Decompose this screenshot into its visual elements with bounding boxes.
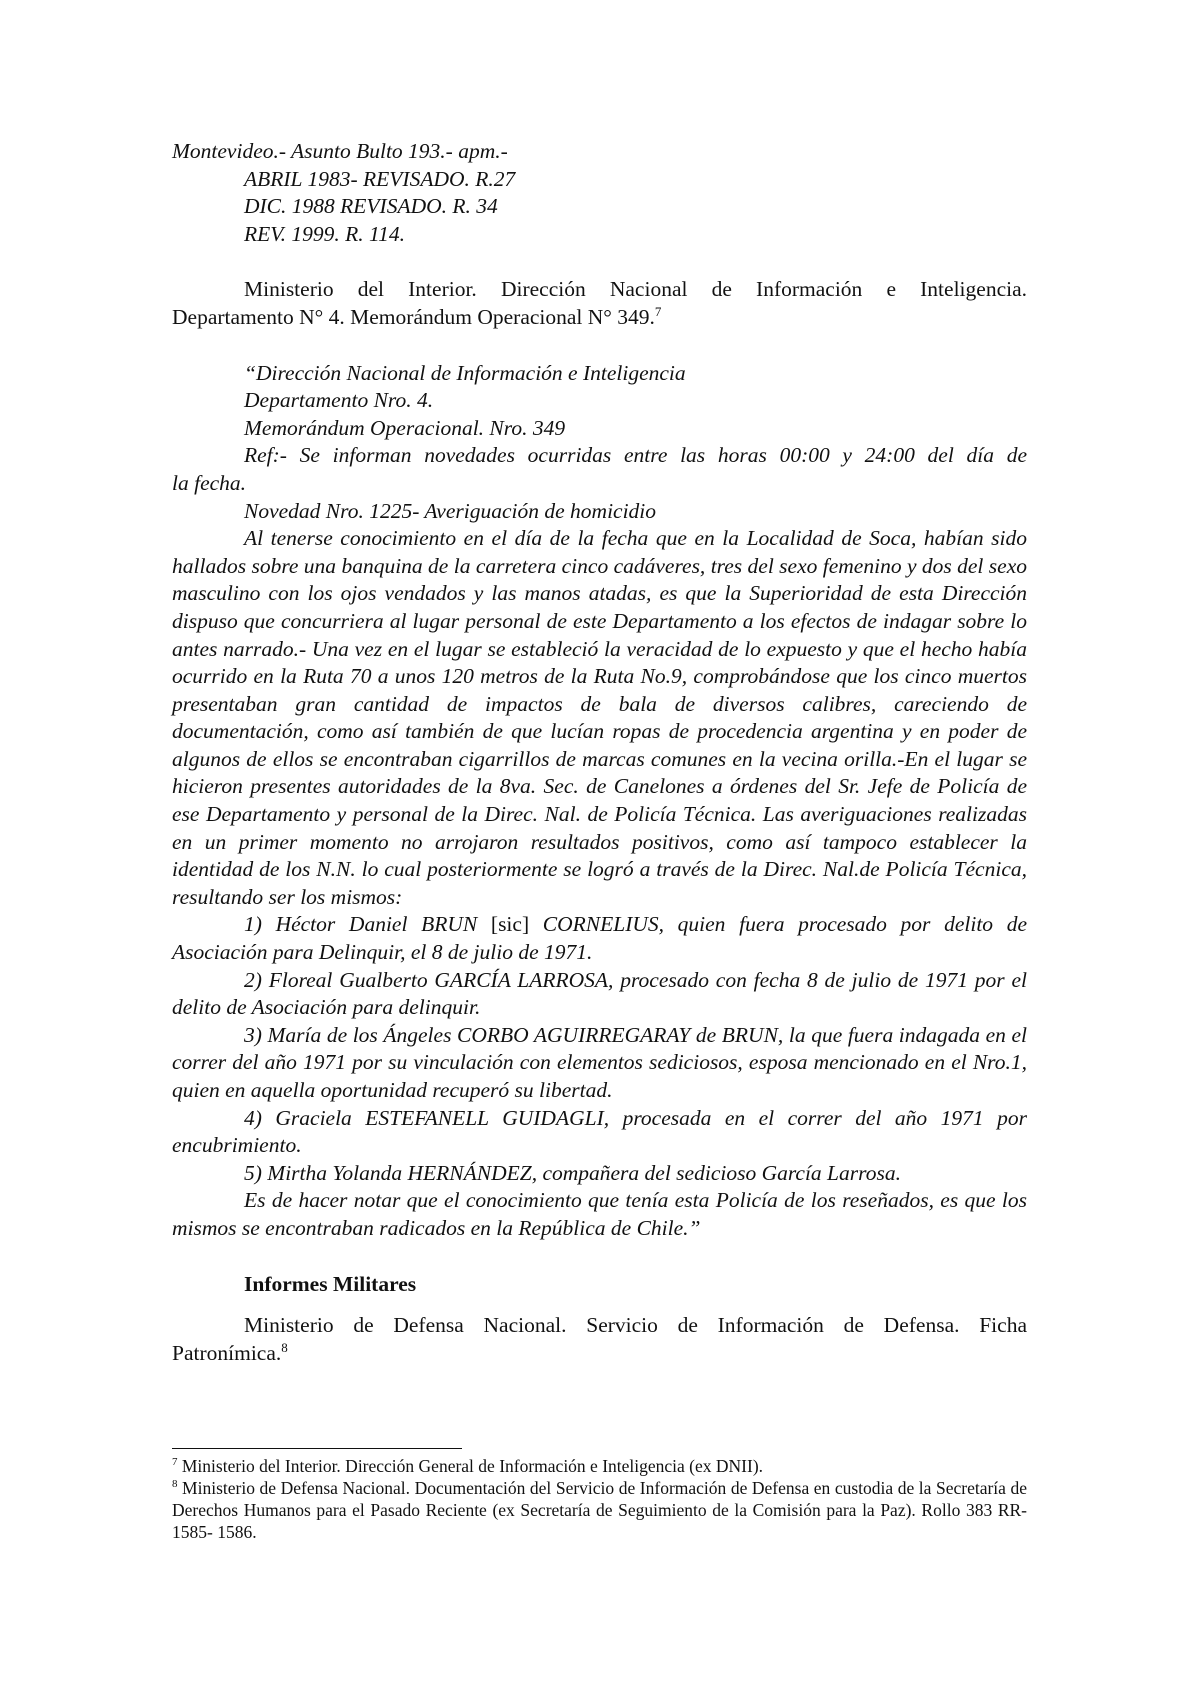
quote-ref-line: Ref:- Se informan novedades ocurridas entre las horas 00:00 y 24:00 del día de	[244, 443, 1027, 468]
footnote-ref: 7	[654, 303, 662, 319]
footnote-number: 8	[172, 1478, 178, 1491]
header-line: REV. 1999. R. 114.	[244, 221, 406, 246]
intro-text: Departamento N° 4. Memorándum Operacional N° 349.	[172, 304, 655, 329]
header-line: ABRIL 1983- REVISADO. R.27	[244, 166, 516, 191]
section-heading: Informes Militares	[244, 1271, 417, 1296]
footnote-8	[172, 1477, 1027, 1543]
military-text: Patronímica.	[172, 1340, 282, 1365]
intro-line: Ministerio del Interior. Dirección Nacional de Información e Inteligencia.	[244, 277, 1027, 302]
list-item: 5) Mirtha Yolanda HERNÁNDEZ, compañera del sedicioso García Larrosa.	[244, 1160, 901, 1185]
footnote-text: Ministerio de Defensa Nacional. Documentación del Servicio de Información de Defensa en custodia de la Secretaría de Derechos Humanos para el Pasado Reciente (ex Secretaría de Seguimiento de la Comisión para la Paz). Rollo 383 RR- 1585- 1586.	[172, 1478, 1027, 1542]
list-item: 3) María de los Ángeles CORBO AGUIRREGARAY de BRUN, la que fuera indagada en el correr del año 1971 por su vinculación con elementos sediciosos, esposa mencionado en el Nro.1, quien en aquella oportunidad recuperó su libertad.	[172, 1022, 1027, 1102]
quote-body: Al tenerse conocimiento en el día de la fecha que en la Localidad de Soca, habían sido hallados sobre una banquina de la carretera cinco cadáveres, tres del sexo femenino y dos del sexo masculino con los ojos vendados y las manos atadas, es que la Superioridad de esta Dirección dispuso que concurriera al lugar personal de este Departamento a los efectos de indagar sobre lo antes narrado.- Una vez en el lugar se estableció la veracidad de lo expuesto y que el hecho había ocurrido en la Ruta 70 a unos 120 metros de la Ruta No.9, comprobándose que los cinco muertos presentaban gran cantidad de impactos de bala de diversos calibres, careciendo de documentación, como así también de que lucían ropas de procedencia argentina y en poder de algunos de ellos se encontraban cigarrillos de marcas comunes en la vecina orilla.-En el lugar se hicieron presentes autoridades de la 8va. Sec. de Canelones a órdenes del Sr. Jefe de Policía de ese Departamento y personal de la Direc. Nal. de Policía Técnica. Las averiguaciones realizadas en un primer momento no arrojaron resultados positivos, como así tampoco establecer la identidad de los N.N. lo cual posteriormente se logró a través de la Direc. Nal.de Policía Técnica, resultando ser los mismos:	[172, 526, 1027, 909]
document-page	[172, 138, 1027, 1367]
list-item-text: 1) Héctor Daniel BRUN	[244, 912, 491, 937]
quote-line: Departamento Nro. 4.	[244, 388, 434, 413]
footnote-divider	[172, 1448, 462, 1449]
sic-mark: [sic]	[490, 912, 530, 937]
quote-closing: Es de hacer notar que el conocimiento que tenía esta Policía de los reseñados, es que los mismos se encontraban radicados en la República de Chile.”	[172, 1188, 1027, 1240]
novedad-line: Novedad Nro. 1225- Averiguación de homicidio	[244, 498, 657, 523]
list-item: 4) Graciela ESTEFANELL GUIDAGLI, procesada en el correr del año 1971 por encubrimiento.	[172, 1105, 1027, 1158]
military-line	[172, 1340, 1027, 1368]
header-line: Montevideo.- Asunto Bulto 193.- apm.-	[172, 139, 508, 163]
intro-line	[172, 304, 1027, 332]
footnote-text: Ministerio del Interior. Dirección General de Información e Inteligencia (ex DNII).	[177, 1456, 764, 1476]
list-item: 2) Floreal Gualberto GARCÍA LARROSA, procesado con fecha 8 de julio de 1971 por el delito de Asociación para delinquir.	[172, 967, 1027, 1020]
footnote-ref: 8	[281, 1339, 288, 1355]
footnotes	[172, 1455, 1027, 1543]
quote-ref-line: la fecha.	[172, 470, 247, 495]
military-line: Ministerio de Defensa Nacional. Servicio de Información de Defensa. Ficha	[244, 1313, 1027, 1338]
quote-line: “Dirección Nacional de Información e Inteligencia	[244, 360, 686, 385]
list-item-text: CORNELIUS, quien fuera procesado por delito de Asociación para Delinquir, el 8 de julio de 1971.	[172, 912, 1027, 965]
quote-line: Memorándum Operacional. Nro. 349	[244, 415, 566, 440]
footnote-number: 7	[172, 1456, 178, 1469]
header-line: DIC. 1988 REVISADO. R. 34	[244, 194, 498, 219]
list-item	[172, 911, 1027, 966]
footnote-7	[172, 1455, 1027, 1477]
